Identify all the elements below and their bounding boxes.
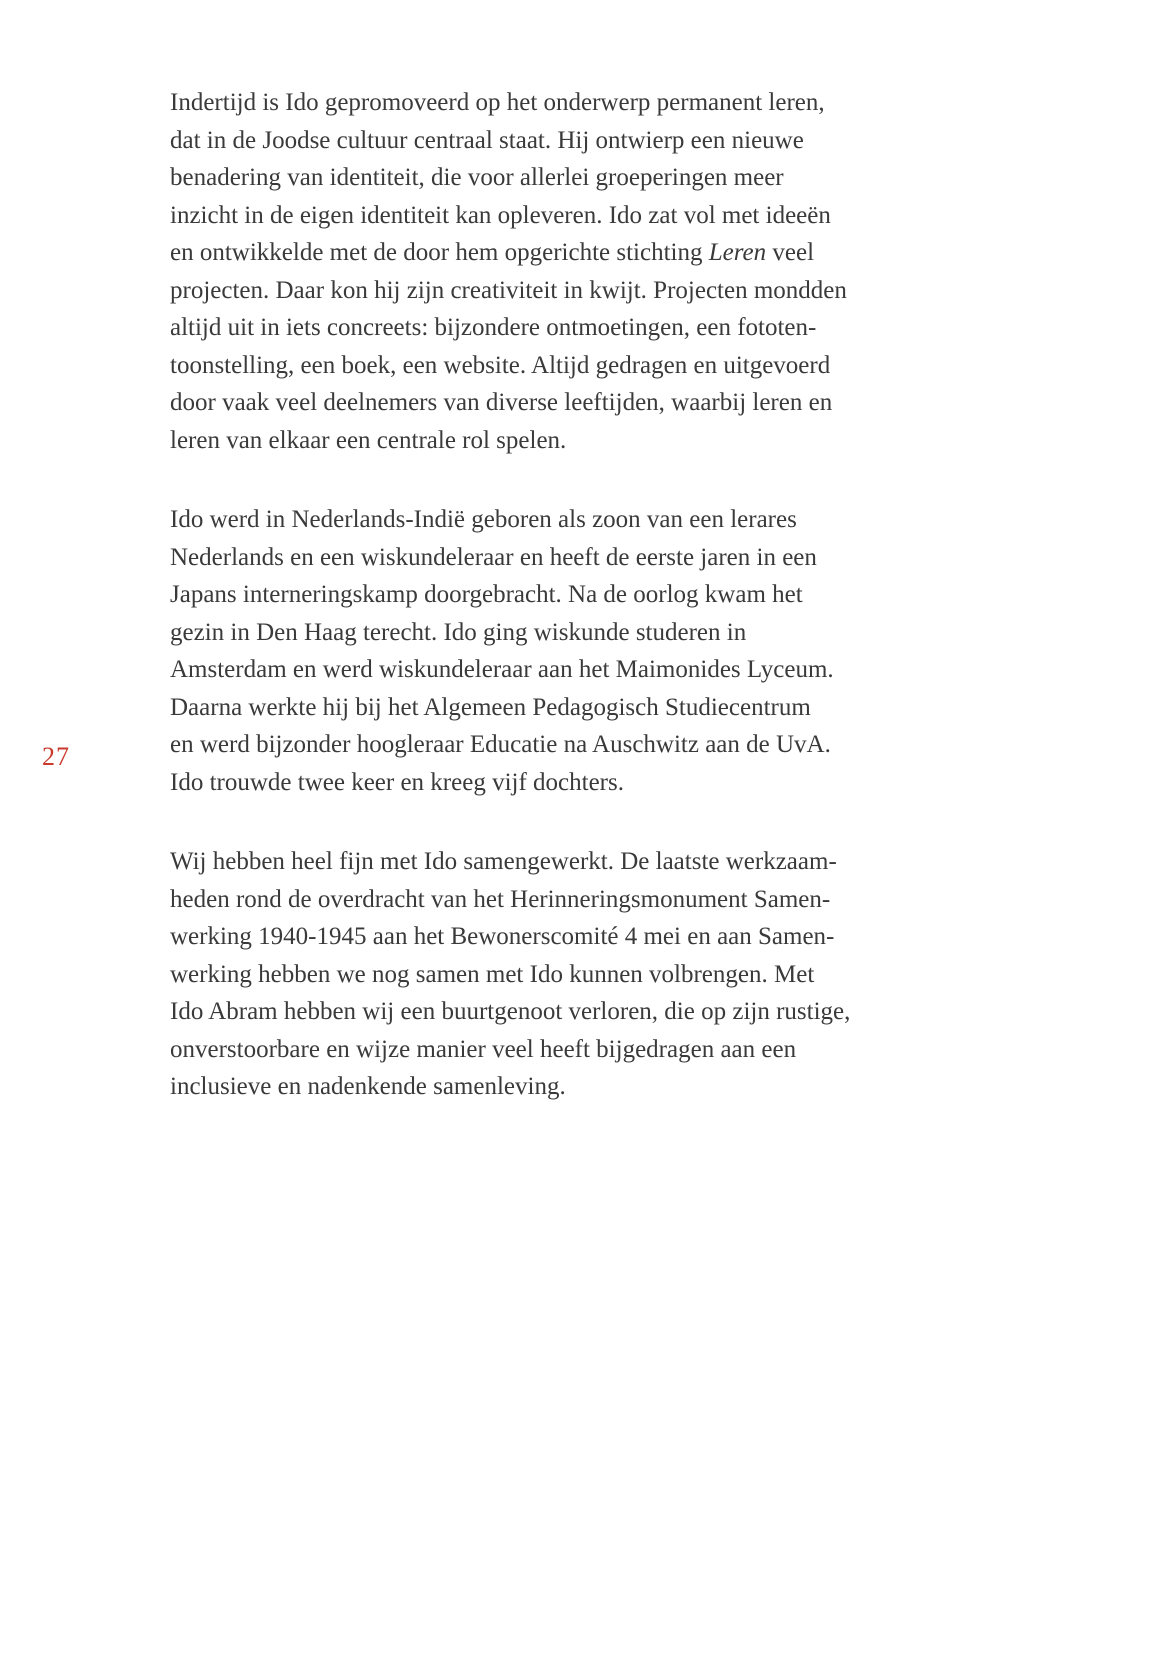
italic-word: Leren <box>708 239 767 266</box>
text-line: Amsterdam en werd wiskundeleraar aan het Maimonides Lyceum. <box>170 656 834 683</box>
text-line: Wij hebben heel fijn met Ido samengewerkt. De laatste werkzaam- <box>170 848 837 875</box>
text-line: leren van elkaar een centrale rol spelen. <box>170 426 567 454</box>
text-line: heden rond de overdracht van het Herinneringsmonument Samen- <box>170 885 831 913</box>
paragraph-2 <box>170 501 1020 801</box>
text-line: werking hebben we nog samen met Ido kunnen volbrengen. Met <box>170 960 815 988</box>
text-line: werking 1940-1945 aan het Bewonerscomité 4 mei en aan Samen- <box>170 923 835 950</box>
text-line: en werd bijzonder hoogleraar Educatie na Auschwitz aan de UvA. <box>170 731 831 758</box>
paragraph-1 <box>170 84 1020 459</box>
text-line: gezin in Den Haag terecht. Ido ging wiskunde studeren in <box>170 618 747 646</box>
text-line: Ido trouwde twee keer en kreeg vijf dochters. <box>170 768 624 796</box>
text-line: altijd uit in iets concreets: bijzondere ontmoetingen, een fototen- <box>170 314 817 341</box>
text-line: toonstelling, een boek, een website. Altijd gedragen en uitgevoerd <box>170 351 831 379</box>
paragraph-3 <box>170 843 1020 1106</box>
text-segment: en ontwikkelde met de door hem opgerichte stichting <box>170 239 709 266</box>
text-line: Ido Abram hebben wij een buurtgenoot verloren, die op zijn rustige, <box>170 998 851 1025</box>
page-number: 27 <box>42 742 70 771</box>
text-line: Ido werd in Nederlands-Indië geboren als zoon van een lerares <box>170 506 797 533</box>
text-line: inzicht in de eigen identiteit kan opleveren. Ido zat vol met ideeën <box>170 201 831 229</box>
text-block <box>170 84 1020 1148</box>
text-line: Daarna werkte hij bij het Algemeen Pedagogisch Studiecentrum <box>170 693 811 721</box>
text-line: onverstoorbare en wijze manier veel heeft bijgedragen aan een <box>170 1035 797 1063</box>
text-line: Japans interneringskamp doorgebracht. Na de oorlog kwam het <box>170 581 803 608</box>
text-line: Indertijd is Ido gepromoveerd op het onderwerp permanent leren, <box>170 89 825 116</box>
text-line: dat in de Joodse cultuur centraal staat. Hij ontwierp een nieuwe <box>170 126 804 154</box>
text-line: door vaak veel deelnemers van diverse leeftijden, waarbij leren en <box>170 389 833 416</box>
text-line: Nederlands en een wiskundeleraar en heeft de eerste jaren in een <box>170 543 817 571</box>
text-line: projecten. Daar kon hij zijn creativiteit in kwijt. Projecten mondden <box>170 276 847 304</box>
text-line: inclusieve en nadenkende samenleving. <box>170 1073 566 1100</box>
text-line: benadering van identiteit, die voor allerlei groeperingen meer <box>170 164 784 191</box>
text-line <box>170 234 1020 272</box>
text-segment: veel <box>766 239 815 266</box>
